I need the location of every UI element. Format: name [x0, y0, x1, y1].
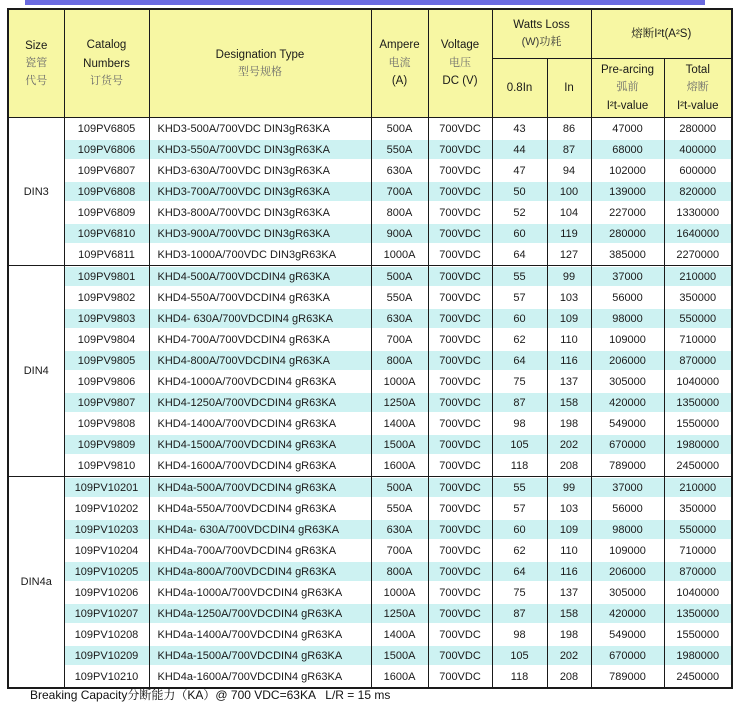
designation-type: KHD4a-800A/700VDCDIN4 gR63KA — [149, 561, 371, 582]
watts-0p8in: 118 — [492, 666, 547, 688]
col-header-voltage — [428, 9, 492, 118]
col-header-ampere — [371, 9, 428, 118]
table-row — [8, 624, 732, 645]
watts-0p8in: 98 — [492, 624, 547, 645]
prearcing-i2t: 549000 — [591, 413, 664, 434]
total-i2t: 1040000 — [664, 371, 732, 392]
designation-type: KHD4- 630A/700VDCDIN4 gR63KA — [149, 308, 371, 329]
prearcing-i2t: 109000 — [591, 329, 664, 350]
watts-in: 100 — [547, 181, 591, 202]
total-i2t: 1350000 — [664, 392, 732, 413]
prearcing-i2t: 549000 — [591, 624, 664, 645]
voltage: 700VDC — [428, 266, 492, 288]
total-i2t: 1980000 — [664, 645, 732, 666]
total-i2t: 710000 — [664, 329, 732, 350]
prearcing-i2t: 56000 — [591, 287, 664, 308]
watts-in: 110 — [547, 329, 591, 350]
prearcing-i2t: 789000 — [591, 666, 664, 688]
designation-type: KHD4-500A/700VDCDIN4 gR63KA — [149, 266, 371, 288]
col-header-prearcing-cn: 弧前 — [616, 81, 639, 94]
ampere: 800A — [371, 561, 428, 582]
watts-0p8in: 55 — [492, 477, 547, 499]
table-row — [8, 160, 732, 181]
catalog-number: 109PV10201 — [64, 477, 149, 499]
voltage: 700VDC — [428, 455, 492, 477]
voltage: 700VDC — [428, 223, 492, 244]
voltage: 700VDC — [428, 371, 492, 392]
total-i2t: 710000 — [664, 540, 732, 561]
table-row — [8, 540, 732, 561]
voltage: 700VDC — [428, 308, 492, 329]
designation-type: KHD3-700A/700VDC DIN3gR63KA — [149, 181, 371, 202]
voltage: 700VDC — [428, 519, 492, 540]
prearcing-i2t: 56000 — [591, 498, 664, 519]
prearcing-i2t: 670000 — [591, 434, 664, 455]
col-header-i2t-title: 熔断I²t(A²S) — [631, 27, 692, 40]
designation-type: KHD4-1500A/700VDCDIN4 gR63KA — [149, 434, 371, 455]
table-row — [8, 350, 732, 371]
designation-type: KHD4a-1000A/700VDCDIN4 gR63KA — [149, 582, 371, 603]
watts-in: 208 — [547, 666, 591, 688]
catalog-number: 109PV6810 — [64, 223, 149, 244]
total-i2t: 820000 — [664, 181, 732, 202]
voltage: 700VDC — [428, 666, 492, 688]
total-i2t: 870000 — [664, 561, 732, 582]
voltage: 700VDC — [428, 434, 492, 455]
watts-in: 116 — [547, 350, 591, 371]
table-row — [8, 498, 732, 519]
designation-type: KHD4a-500A/700VDCDIN4 gR63KA — [149, 477, 371, 499]
prearcing-i2t: 102000 — [591, 160, 664, 181]
watts-0p8in: 64 — [492, 350, 547, 371]
col-header-watts-loss-en: Watts Loss — [513, 19, 570, 31]
ampere: 630A — [371, 519, 428, 540]
col-header-catalog-en2: Numbers — [83, 57, 130, 70]
total-i2t: 870000 — [664, 350, 732, 371]
total-i2t: 1980000 — [664, 434, 732, 455]
watts-in: 198 — [547, 624, 591, 645]
prearcing-i2t: 109000 — [591, 540, 664, 561]
table-row — [8, 308, 732, 329]
ampere: 500A — [371, 266, 428, 288]
designation-type: KHD3-550A/700VDC DIN3gR63KA — [149, 139, 371, 160]
catalog-number: 109PV10205 — [64, 561, 149, 582]
col-header-designation — [149, 9, 371, 118]
catalog-number: 109PV6811 — [64, 244, 149, 266]
catalog-number: 109PV9801 — [64, 266, 149, 288]
total-i2t: 350000 — [664, 498, 732, 519]
voltage: 700VDC — [428, 540, 492, 561]
ampere: 630A — [371, 308, 428, 329]
table-row — [8, 455, 732, 477]
table-row — [8, 223, 732, 244]
catalog-number: 109PV10204 — [64, 540, 149, 561]
table-body — [8, 118, 732, 689]
col-header-watts-loss — [492, 9, 591, 59]
catalog-number: 109PV10202 — [64, 498, 149, 519]
prearcing-i2t: 385000 — [591, 244, 664, 266]
table-row — [8, 139, 732, 160]
size-group-label: DIN4a — [8, 477, 64, 689]
voltage: 700VDC — [428, 603, 492, 624]
voltage: 700VDC — [428, 350, 492, 371]
catalog-number: 109PV9810 — [64, 455, 149, 477]
table-row — [8, 244, 732, 266]
watts-in: 99 — [547, 266, 591, 288]
table-row — [8, 434, 732, 455]
ampere: 550A — [371, 498, 428, 519]
table-row — [8, 118, 732, 140]
total-i2t: 1550000 — [664, 413, 732, 434]
prearcing-i2t: 280000 — [591, 223, 664, 244]
voltage: 700VDC — [428, 561, 492, 582]
catalog-number: 109PV9804 — [64, 329, 149, 350]
watts-in: 99 — [547, 477, 591, 499]
prearcing-i2t: 37000 — [591, 477, 664, 499]
designation-type: KHD4a-1600A/700VDCDIN4 gR63KA — [149, 666, 371, 688]
prearcing-i2t: 789000 — [591, 455, 664, 477]
designation-type: KHD3-500A/700VDC DIN3gR63KA — [149, 118, 371, 140]
total-i2t: 2450000 — [664, 455, 732, 477]
col-header-0p8in — [492, 59, 547, 118]
col-header-size-cn2: 代号 — [25, 74, 48, 87]
voltage: 700VDC — [428, 244, 492, 266]
total-i2t: 2270000 — [664, 244, 732, 266]
ampere: 630A — [371, 160, 428, 181]
col-header-size — [8, 9, 64, 118]
catalog-number: 109PV6807 — [64, 160, 149, 181]
prearcing-i2t: 227000 — [591, 202, 664, 223]
col-header-in — [547, 59, 591, 118]
designation-type: KHD4-550A/700VDCDIN4 gR63KA — [149, 287, 371, 308]
total-i2t: 280000 — [664, 118, 732, 140]
col-header-designation-en: Designation Type — [215, 48, 305, 61]
catalog-number: 109PV9805 — [64, 350, 149, 371]
table-row — [8, 666, 732, 688]
watts-in: 86 — [547, 118, 591, 140]
watts-in: 208 — [547, 455, 591, 477]
col-header-ampere-cn: 电流 — [388, 56, 411, 69]
ampere: 700A — [371, 181, 428, 202]
ampere: 800A — [371, 350, 428, 371]
table-row — [8, 477, 732, 499]
catalog-number: 109PV10208 — [64, 624, 149, 645]
designation-type: KHD3-1000A/700VDC DIN3gR63KA — [149, 244, 371, 266]
ampere: 700A — [371, 329, 428, 350]
designation-type: KHD4a-550A/700VDCDIN4 gR63KA — [149, 498, 371, 519]
table-row — [8, 645, 732, 666]
watts-0p8in: 62 — [492, 540, 547, 561]
ampere: 1500A — [371, 645, 428, 666]
prearcing-i2t: 98000 — [591, 519, 664, 540]
watts-0p8in: 64 — [492, 561, 547, 582]
watts-0p8in: 64 — [492, 244, 547, 266]
catalog-number: 109PV9806 — [64, 371, 149, 392]
ampere: 550A — [371, 287, 428, 308]
prearcing-i2t: 420000 — [591, 603, 664, 624]
col-header-size-cn1: 瓷管 — [25, 57, 48, 70]
watts-0p8in: 57 — [492, 498, 547, 519]
total-i2t: 2450000 — [664, 666, 732, 688]
total-i2t: 1640000 — [664, 223, 732, 244]
watts-0p8in: 118 — [492, 455, 547, 477]
col-header-voltage-unit: DC (V) — [442, 75, 478, 88]
col-header-in-label: In — [564, 81, 574, 94]
watts-0p8in: 52 — [492, 202, 547, 223]
ampere: 1000A — [371, 244, 428, 266]
designation-type: KHD4-1000A/700VDCDIN4 gR63KA — [149, 371, 371, 392]
total-i2t: 350000 — [664, 287, 732, 308]
table-row — [8, 266, 732, 288]
top-accent-bar — [25, 0, 705, 5]
total-i2t: 1350000 — [664, 603, 732, 624]
watts-0p8in: 57 — [492, 287, 547, 308]
table-row — [8, 287, 732, 308]
ampere: 500A — [371, 118, 428, 140]
col-header-voltage-cn: 电压 — [449, 56, 471, 69]
voltage: 700VDC — [428, 118, 492, 140]
watts-in: 104 — [547, 202, 591, 223]
voltage: 700VDC — [428, 582, 492, 603]
designation-type: KHD4a-1500A/700VDCDIN4 gR63KA — [149, 645, 371, 666]
col-header-designation-cn: 型号规格 — [238, 65, 282, 78]
voltage: 700VDC — [428, 139, 492, 160]
watts-in: 109 — [547, 308, 591, 329]
catalog-number: 109PV9802 — [64, 287, 149, 308]
ampere: 1000A — [371, 582, 428, 603]
watts-in: 202 — [547, 434, 591, 455]
prearcing-i2t: 206000 — [591, 350, 664, 371]
size-group-label: DIN3 — [8, 118, 64, 266]
catalog-number: 109PV10207 — [64, 603, 149, 624]
prearcing-i2t: 98000 — [591, 308, 664, 329]
catalog-number: 109PV9807 — [64, 392, 149, 413]
watts-0p8in: 60 — [492, 519, 547, 540]
catalog-number: 109PV10209 — [64, 645, 149, 666]
watts-0p8in: 47 — [492, 160, 547, 181]
watts-in: 103 — [547, 498, 591, 519]
ampere: 1500A — [371, 434, 428, 455]
catalog-number: 109PV6808 — [64, 181, 149, 202]
voltage: 700VDC — [428, 287, 492, 308]
col-header-catalog-cn: 订货号 — [90, 75, 123, 88]
col-header-total-en: Total — [685, 63, 710, 76]
table-row — [8, 202, 732, 223]
table-row — [8, 519, 732, 540]
watts-in: 158 — [547, 603, 591, 624]
designation-type: KHD3-630A/700VDC DIN3gR63KA — [149, 160, 371, 181]
col-header-prearcing — [591, 59, 664, 118]
watts-0p8in: 55 — [492, 266, 547, 288]
catalog-number: 109PV6806 — [64, 139, 149, 160]
watts-0p8in: 98 — [492, 413, 547, 434]
designation-type: KHD4-800A/700VDCDIN4 gR63KA — [149, 350, 371, 371]
ampere: 1250A — [371, 603, 428, 624]
ampere: 1600A — [371, 455, 428, 477]
col-header-i2t — [591, 9, 732, 59]
col-header-total-cn: 熔断 — [686, 81, 709, 94]
prearcing-i2t: 305000 — [591, 371, 664, 392]
watts-0p8in: 43 — [492, 118, 547, 140]
voltage: 700VDC — [428, 392, 492, 413]
designation-type: KHD4a- 630A/700VDCDIN4 gR63KA — [149, 519, 371, 540]
col-header-ampere-en: Ampere — [379, 39, 420, 52]
designation-type: KHD4-1250A/700VDCDIN4 gR63KA — [149, 392, 371, 413]
watts-0p8in: 105 — [492, 645, 547, 666]
watts-in: 94 — [547, 160, 591, 181]
watts-0p8in: 75 — [492, 371, 547, 392]
watts-in: 103 — [547, 287, 591, 308]
total-i2t: 550000 — [664, 519, 732, 540]
col-header-total-value: I²t-value — [676, 99, 719, 112]
voltage: 700VDC — [428, 645, 492, 666]
total-i2t: 600000 — [664, 160, 732, 181]
watts-0p8in: 75 — [492, 582, 547, 603]
total-i2t: 210000 — [664, 477, 732, 499]
catalog-number: 109PV6805 — [64, 118, 149, 140]
prearcing-i2t: 37000 — [591, 266, 664, 288]
ampere: 550A — [371, 139, 428, 160]
table-row — [8, 392, 732, 413]
total-i2t: 210000 — [664, 266, 732, 288]
voltage: 700VDC — [428, 624, 492, 645]
total-i2t: 1330000 — [664, 202, 732, 223]
prearcing-i2t: 670000 — [591, 645, 664, 666]
prearcing-i2t: 139000 — [591, 181, 664, 202]
catalog-number: 109PV9803 — [64, 308, 149, 329]
footer-note: Breaking Capacity分断能力（KA）@ 700 VDC=63KA L/R = 15 ms — [30, 688, 391, 702]
watts-in: 127 — [547, 244, 591, 266]
prearcing-i2t: 305000 — [591, 582, 664, 603]
ampere: 700A — [371, 540, 428, 561]
watts-0p8in: 62 — [492, 329, 547, 350]
voltage: 700VDC — [428, 498, 492, 519]
watts-0p8in: 60 — [492, 223, 547, 244]
watts-0p8in: 60 — [492, 308, 547, 329]
watts-in: 110 — [547, 540, 591, 561]
catalog-number: 109PV10203 — [64, 519, 149, 540]
prearcing-i2t: 68000 — [591, 139, 664, 160]
watts-in: 116 — [547, 561, 591, 582]
watts-0p8in: 50 — [492, 181, 547, 202]
table-row — [8, 181, 732, 202]
designation-type: KHD4-700A/700VDCDIN4 gR63KA — [149, 329, 371, 350]
designation-type: KHD4a-1250A/700VDCDIN4 gR63KA — [149, 603, 371, 624]
watts-in: 202 — [547, 645, 591, 666]
watts-in: 198 — [547, 413, 591, 434]
total-i2t: 1550000 — [664, 624, 732, 645]
voltage: 700VDC — [428, 329, 492, 350]
table-row — [8, 413, 732, 434]
voltage: 700VDC — [428, 202, 492, 223]
watts-in: 119 — [547, 223, 591, 244]
voltage: 700VDC — [428, 160, 492, 181]
ampere: 1400A — [371, 624, 428, 645]
col-header-catalog-en1: Catalog — [86, 39, 127, 52]
watts-in: 109 — [547, 519, 591, 540]
watts-in: 137 — [547, 371, 591, 392]
designation-type: KHD4-1600A/700VDCDIN4 gR63KA — [149, 455, 371, 477]
voltage: 700VDC — [428, 477, 492, 499]
size-group-label: DIN4 — [8, 266, 64, 477]
watts-0p8in: 105 — [492, 434, 547, 455]
col-header-0p8in-label: 0.8In — [506, 81, 533, 94]
table-row — [8, 561, 732, 582]
col-header-voltage-en: Voltage — [440, 39, 480, 52]
table-row — [8, 603, 732, 624]
table-row — [8, 371, 732, 392]
catalog-number: 109PV10210 — [64, 666, 149, 688]
watts-0p8in: 87 — [492, 603, 547, 624]
designation-type: KHD4-1400A/700VDCDIN4 gR63KA — [149, 413, 371, 434]
fuse-spec-table — [7, 8, 733, 689]
ampere: 1250A — [371, 392, 428, 413]
voltage: 700VDC — [428, 181, 492, 202]
designation-type: KHD3-800A/700VDC DIN3gR63KA — [149, 202, 371, 223]
col-header-ampere-unit: (A) — [391, 75, 408, 88]
total-i2t: 1040000 — [664, 582, 732, 603]
col-header-prearcing-value: I²t-value — [606, 99, 649, 112]
voltage: 700VDC — [428, 413, 492, 434]
col-header-total — [664, 59, 732, 118]
watts-in: 137 — [547, 582, 591, 603]
ampere: 800A — [371, 202, 428, 223]
ampere: 500A — [371, 477, 428, 499]
catalog-number: 109PV10206 — [64, 582, 149, 603]
catalog-number: 109PV6809 — [64, 202, 149, 223]
prearcing-i2t: 206000 — [591, 561, 664, 582]
table-row — [8, 582, 732, 603]
col-header-size-en: Size — [25, 39, 48, 52]
designation-type: KHD4a-700A/700VDCDIN4 gR63KA — [149, 540, 371, 561]
catalog-number: 109PV9809 — [64, 434, 149, 455]
col-header-watts-loss-cn: (W)功耗 — [521, 36, 562, 49]
col-header-prearcing-en: Pre-arcing — [600, 63, 655, 76]
prearcing-i2t: 47000 — [591, 118, 664, 140]
designation-type: KHD4a-1400A/700VDCDIN4 gR63KA — [149, 624, 371, 645]
ampere: 1600A — [371, 666, 428, 688]
col-header-catalog — [64, 9, 149, 118]
catalog-number: 109PV9808 — [64, 413, 149, 434]
watts-0p8in: 87 — [492, 392, 547, 413]
ampere: 1000A — [371, 371, 428, 392]
table-row — [8, 329, 732, 350]
designation-type: KHD3-900A/700VDC DIN3gR63KA — [149, 223, 371, 244]
watts-in: 87 — [547, 139, 591, 160]
total-i2t: 400000 — [664, 139, 732, 160]
total-i2t: 550000 — [664, 308, 732, 329]
watts-0p8in: 44 — [492, 139, 547, 160]
prearcing-i2t: 420000 — [591, 392, 664, 413]
ampere: 900A — [371, 223, 428, 244]
ampere: 1400A — [371, 413, 428, 434]
watts-in: 158 — [547, 392, 591, 413]
